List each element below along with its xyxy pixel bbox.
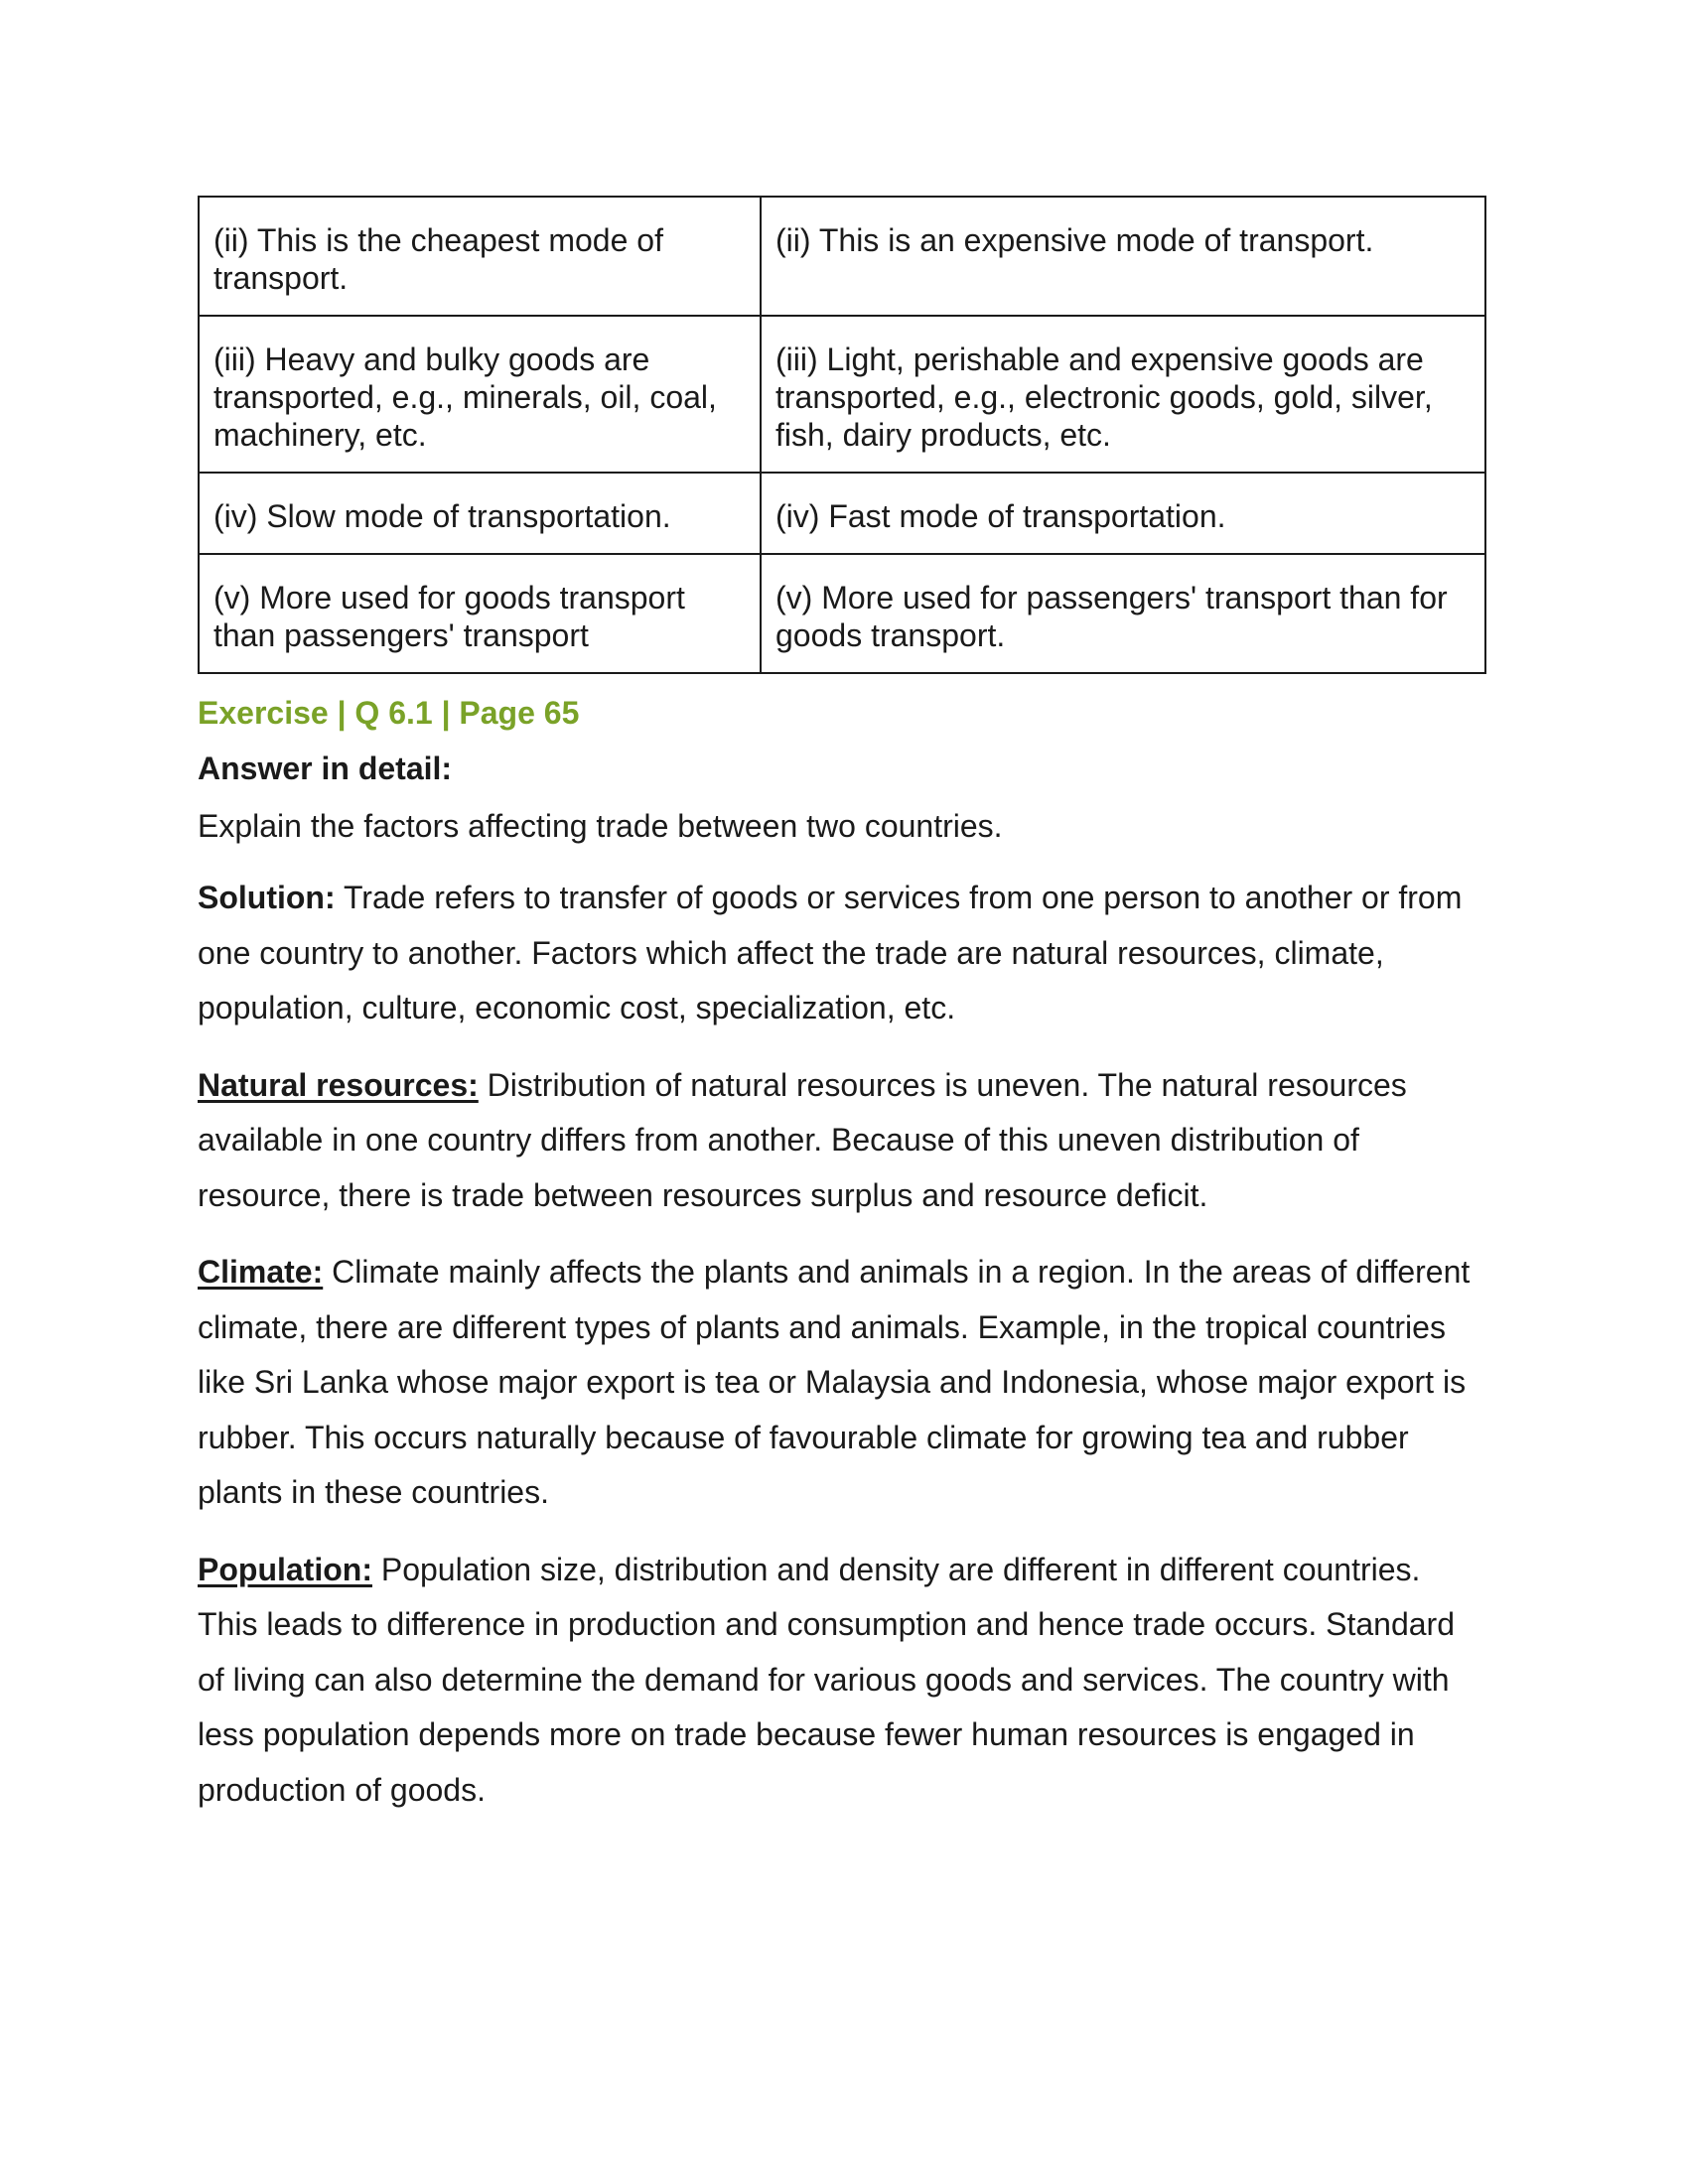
answer-instruction: Answer in detail: xyxy=(198,751,453,786)
exercise-reference: Exercise | Q 6.1 | Page 65 xyxy=(198,695,580,731)
solution-label: Solution: xyxy=(198,880,336,915)
factor-text: Distribution of natural resources is uneven. The natural resources available in one country differs from another. Because of this uneven distribution of resource, there is trade between resources surplus and resource deficit. xyxy=(198,1066,1407,1213)
table-cell-right: (iii) Light, perishable and expensive goods are transported, e.g., electronic goods, gold, silver, fish, dairy products, etc. xyxy=(761,316,1485,473)
factor-text: Population size, distribution and density are different in different countries. This leads to difference in production and consumption and hence trade occurs. Standard of living can also determine the demand for various goods and services. The country with less population depends more on trade because fewer human resources is engaged in production of goods. xyxy=(198,1551,1455,1808)
table-cell-left: (iii) Heavy and bulky goods are transported, e.g., minerals, oil, coal, machinery, etc. xyxy=(199,316,761,473)
factor-text: Climate mainly affects the plants and animals in a region. In the areas of different climate, there are different types of plants and animals. Example, in the tropical countries like Sri Lanka whose major export is tea or Malaysia and Indonesia, whose major export is rubber. This occurs naturally because of favourable climate for growing tea and rubber plants in these countries. xyxy=(198,1254,1471,1510)
table-cell-left: (v) More used for goods transport than passengers' transport xyxy=(199,554,761,673)
table-row xyxy=(199,197,1485,316)
factor-heading: Climate: xyxy=(198,1254,324,1290)
factor-paragraph-population xyxy=(198,1543,1484,1819)
table-cell-left: (iv) Slow mode of transportation. xyxy=(199,473,761,554)
factor-paragraph-natural-resources xyxy=(198,1058,1484,1224)
factor-paragraph-climate xyxy=(198,1245,1484,1521)
table-cell-left: (ii) This is the cheapest mode of transport. xyxy=(199,197,761,316)
factor-heading: Population: xyxy=(198,1551,372,1587)
table-row xyxy=(199,473,1485,554)
document-page xyxy=(198,196,1484,1818)
solution-text: Trade refers to transfer of goods or services from one person to another or from one country to another. Factors which affect the trade are natural resources, climate, population, culture, economic cost, specialization, etc. xyxy=(198,880,1463,1025)
table-cell-right: (iv) Fast mode of transportation. xyxy=(761,473,1485,554)
table-cell-right: (ii) This is an expensive mode of transport. xyxy=(761,197,1485,316)
question-text: Explain the factors affecting trade between two countries. xyxy=(198,808,1003,844)
solution-paragraph xyxy=(198,871,1484,1036)
table-row xyxy=(199,554,1485,673)
comparison-table xyxy=(198,196,1486,674)
factor-heading: Natural resources: xyxy=(198,1066,479,1103)
table-cell-right: (v) More used for passengers' transport than for goods transport. xyxy=(761,554,1485,673)
table-row xyxy=(199,316,1485,473)
